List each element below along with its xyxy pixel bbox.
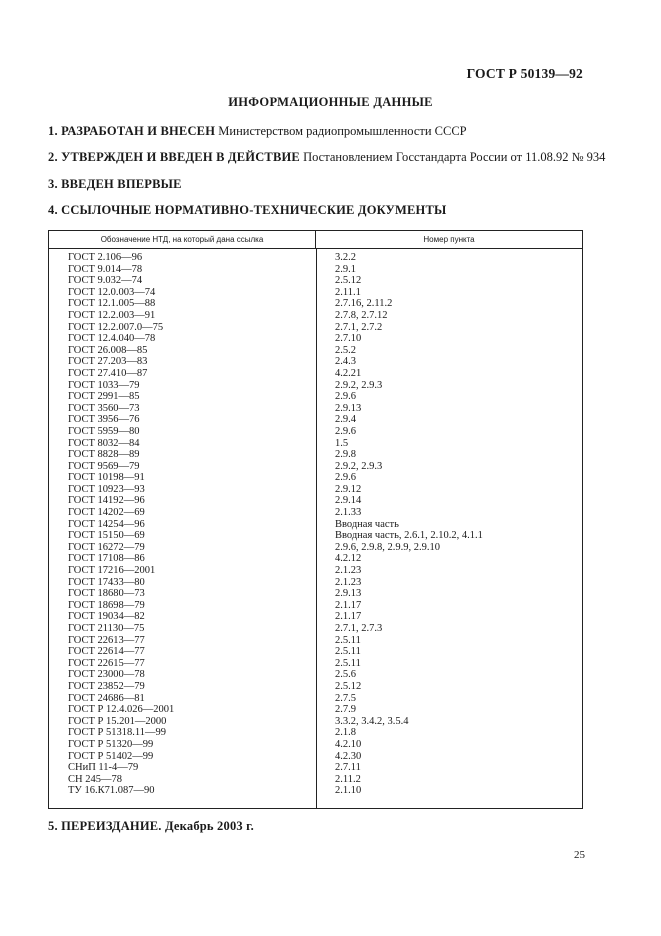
table-row xyxy=(49,588,582,600)
table-row xyxy=(49,333,582,345)
table-row xyxy=(49,345,582,357)
table-row xyxy=(49,739,582,751)
table-row xyxy=(49,495,582,507)
document-designation: ГОСТ 14202—69 xyxy=(68,507,145,519)
table-row xyxy=(49,785,582,797)
info-item-lead: 1. РАЗРАБОТАН И ВНЕСЕН xyxy=(48,124,216,138)
info-item-reference-docs xyxy=(48,203,446,218)
document-designation: ГОСТ 26.008—85 xyxy=(68,344,148,356)
document-designation: ГОСТ 8828—89 xyxy=(68,449,140,461)
clause-number: 2.7.10 xyxy=(335,333,362,345)
document-designation: ГОСТ Р 51320—99 xyxy=(68,738,154,750)
clause-number: 4.2.30 xyxy=(335,750,362,762)
clause-number: 2.7.16, 2.11.2 xyxy=(335,298,393,310)
table-header xyxy=(49,231,582,249)
table-row xyxy=(49,577,582,589)
table-row xyxy=(49,646,582,658)
info-item-first-introduced xyxy=(48,177,182,192)
document-designation: ГОСТ 12.0.003—74 xyxy=(68,286,156,298)
document-designation: ГОСТ 3956—76 xyxy=(68,414,140,426)
clause-number: 2.5.11 xyxy=(335,657,361,669)
table-row xyxy=(49,530,582,542)
clause-number: 2.1.17 xyxy=(335,599,362,611)
clause-number: 2.5.6 xyxy=(335,669,356,681)
clause-number: 2.1.33 xyxy=(335,507,362,519)
document-designation: ГОСТ 27.203—83 xyxy=(68,356,148,368)
table-row xyxy=(49,600,582,612)
document-designation: ГОСТ 9569—79 xyxy=(68,460,140,472)
table-row xyxy=(49,727,582,739)
clause-number: 2.5.12 xyxy=(335,680,362,692)
clause-number: 1.5 xyxy=(335,437,349,449)
document-designation: ГОСТ Р 51402—99 xyxy=(68,750,154,762)
table-row xyxy=(49,623,582,635)
document-designation: ГОСТ 8032—84 xyxy=(68,437,140,449)
clause-number: 2.9.8 xyxy=(335,449,356,461)
document-designation: ГОСТ 9.032—74 xyxy=(68,275,143,287)
document-designation: ГОСТ 2991—85 xyxy=(68,391,140,403)
table-row xyxy=(49,693,582,705)
clause-number: 2.5.2 xyxy=(335,344,356,356)
info-item-lead: 5. ПЕРЕИЗДАНИЕ. Декабрь 2003 г. xyxy=(48,819,254,833)
table-row xyxy=(49,681,582,693)
info-item-lead: 4. ССЫЛОЧНЫЕ НОРМАТИВНО-ТЕХНИЧЕСКИЕ ДОКУМЕНТЫ xyxy=(48,203,447,217)
info-item-reissue xyxy=(48,819,254,834)
table-row xyxy=(49,391,582,403)
document-designation: ГОСТ Р 15.201—2000 xyxy=(68,715,167,727)
section-title: ИНФОРМАЦИОННЫЕ ДАННЫЕ xyxy=(228,95,433,109)
document-designation: ГОСТ 21130—75 xyxy=(68,623,145,634)
clause-number: Вводная часть, 2.6.1, 2.10.2, 4.1.1 xyxy=(335,530,483,542)
document-designation: ГОСТ 12.4.040—78 xyxy=(68,333,156,345)
clause-number: 2.9.13 xyxy=(335,588,362,600)
table-row xyxy=(49,287,582,299)
table-row xyxy=(49,438,582,450)
document-designation: ГОСТ 2.106—96 xyxy=(68,252,143,263)
document-designation: ГОСТ 16272—79 xyxy=(68,541,145,553)
clause-number: 2.7.1, 2.7.3 xyxy=(335,623,383,634)
clause-number: 2.9.6 xyxy=(335,391,356,403)
table-row xyxy=(49,298,582,310)
clause-number: 2.9.6, 2.9.8, 2.9.9, 2.9.10 xyxy=(335,541,440,553)
table-row xyxy=(49,380,582,392)
table-row xyxy=(49,611,582,623)
document-designation: ГОСТ 12.1.005—88 xyxy=(68,298,156,310)
document-designation: ГОСТ 12.2.003—91 xyxy=(68,309,156,321)
table-row xyxy=(49,264,582,276)
clause-number: 2.9.2, 2.9.3 xyxy=(335,379,383,391)
clause-number: 2.9.1 xyxy=(335,263,356,275)
document-designation: ГОСТ 14254—96 xyxy=(68,518,145,530)
document-designation: ГОСТ 24686—81 xyxy=(68,692,145,704)
clause-number: 2.7.8, 2.7.12 xyxy=(335,309,388,321)
document-designation: ГОСТ 17108—86 xyxy=(68,553,145,565)
table-row xyxy=(49,635,582,647)
document-designation: СНиП 11-4—79 xyxy=(68,762,139,774)
table-body xyxy=(49,252,582,797)
document-designation: ГОСТ 15150—69 xyxy=(68,530,145,542)
document-designation: ТУ 16.К71.087—90 xyxy=(68,785,155,797)
clause-number: 2.5.11 xyxy=(335,634,361,646)
clause-number: 2.9.6 xyxy=(335,472,356,484)
document-designation: ГОСТ Р 51318.11—99 xyxy=(68,727,167,739)
document-designation: ГОСТ 5959—80 xyxy=(68,425,140,437)
table-row xyxy=(49,461,582,473)
info-item-lead: 3. ВВЕДЕН ВПЕРВЫЕ xyxy=(48,177,182,191)
table-row xyxy=(49,368,582,380)
clause-number: 2.9.12 xyxy=(335,483,362,495)
document-designation: ГОСТ 18698—79 xyxy=(68,599,145,611)
clause-number: 3.2.2 xyxy=(335,252,356,263)
clause-number: 2.9.2, 2.9.3 xyxy=(335,460,383,472)
clause-number: 2.4.3 xyxy=(335,356,356,368)
table-row xyxy=(49,484,582,496)
clause-number: 2.7.9 xyxy=(335,704,356,716)
table-row xyxy=(49,658,582,670)
table-row xyxy=(49,751,582,763)
clause-number: 2.1.8 xyxy=(335,727,356,739)
info-item-lead: 2. УТВЕРЖДЕН И ВВЕДЕН В ДЕЙСТВИЕ xyxy=(48,150,300,164)
document-designation: ГОСТ 3560—73 xyxy=(68,402,140,414)
document-designation: ГОСТ 1033—79 xyxy=(68,379,140,391)
table-row xyxy=(49,774,582,786)
clause-number: 2.7.1, 2.7.2 xyxy=(335,321,383,333)
document-designation: ГОСТ 22613—77 xyxy=(68,634,145,646)
reference-docs-table xyxy=(48,230,583,809)
clause-number: 4.2.10 xyxy=(335,738,362,750)
clause-number: 2.1.23 xyxy=(335,565,362,577)
clause-number: 2.9.14 xyxy=(335,495,362,507)
document-designation: ГОСТ Р 12.4.026—2001 xyxy=(68,704,175,716)
document-designation: ГОСТ 23852—79 xyxy=(68,680,145,692)
table-row xyxy=(49,507,582,519)
document-designation: ГОСТ 12.2.007.0—75 xyxy=(68,321,164,333)
table-row xyxy=(49,449,582,461)
document-designation: ГОСТ 18680—73 xyxy=(68,588,145,600)
table-row xyxy=(49,310,582,322)
table-row xyxy=(49,704,582,716)
document-designation: ГОСТ 9.014—78 xyxy=(68,263,143,275)
clause-number: Вводная часть xyxy=(335,518,399,530)
info-item-text: Постановлением Госстандарта России от 11.08.92 № 934 xyxy=(299,150,606,164)
document-designation: ГОСТ 27.410—87 xyxy=(68,367,148,379)
info-item-approved xyxy=(48,150,605,165)
clause-number: 2.1.23 xyxy=(335,576,362,588)
document-designation: ГОСТ 17216—2001 xyxy=(68,565,156,577)
document-designation: ГОСТ 22615—77 xyxy=(68,657,145,669)
clause-number: 2.7.11 xyxy=(335,762,361,774)
clause-number: 4.2.21 xyxy=(335,367,362,379)
standard-code: ГОСТ Р 50139—92 xyxy=(466,66,583,81)
clause-number: 2.1.17 xyxy=(335,611,362,623)
column-header-document: Обозначение НТД, на который дана ссылка xyxy=(49,231,316,248)
document-designation: ГОСТ 10198—91 xyxy=(68,472,145,484)
document-designation: СН 245—78 xyxy=(68,773,122,785)
clause-number: 2.5.12 xyxy=(335,275,362,287)
table-row xyxy=(49,275,582,287)
table-row xyxy=(49,414,582,426)
column-header-clause: Номер пункта xyxy=(423,235,475,244)
clause-number: 2.11.1 xyxy=(335,286,361,298)
document-designation: ГОСТ 17433—80 xyxy=(68,576,145,588)
table-row xyxy=(49,403,582,415)
table-row xyxy=(49,519,582,531)
clause-number: 2.11.2 xyxy=(335,773,361,785)
table-row xyxy=(49,542,582,554)
table-row xyxy=(49,716,582,728)
table-row xyxy=(49,356,582,368)
document-designation: ГОСТ 23000—78 xyxy=(68,669,145,681)
table-row xyxy=(49,252,582,264)
table-row xyxy=(49,426,582,438)
clause-number: 3.3.2, 3.4.2, 3.5.4 xyxy=(335,715,409,727)
table-row xyxy=(49,762,582,774)
clause-number: 2.7.5 xyxy=(335,692,356,704)
document-designation: ГОСТ 14192—96 xyxy=(68,495,145,507)
clause-number: 4.2.12 xyxy=(335,553,362,565)
info-item-developed xyxy=(48,124,467,139)
document-designation: ГОСТ 10923—93 xyxy=(68,483,145,495)
clause-number: 2.5.11 xyxy=(335,646,361,658)
info-item-text: Министерством радиопромышленности СССР xyxy=(215,124,467,138)
table-row xyxy=(49,553,582,565)
table-row xyxy=(49,565,582,577)
table-row xyxy=(49,669,582,681)
page-number: 25 xyxy=(574,849,585,861)
table-row xyxy=(49,322,582,334)
table-row xyxy=(49,472,582,484)
clause-number: 2.9.13 xyxy=(335,402,362,414)
clause-number: 2.9.4 xyxy=(335,414,356,426)
clause-number: 2.9.6 xyxy=(335,425,356,437)
document-designation: ГОСТ 19034—82 xyxy=(68,611,145,623)
document-designation: ГОСТ 22614—77 xyxy=(68,646,145,658)
clause-number: 2.1.10 xyxy=(335,785,362,797)
